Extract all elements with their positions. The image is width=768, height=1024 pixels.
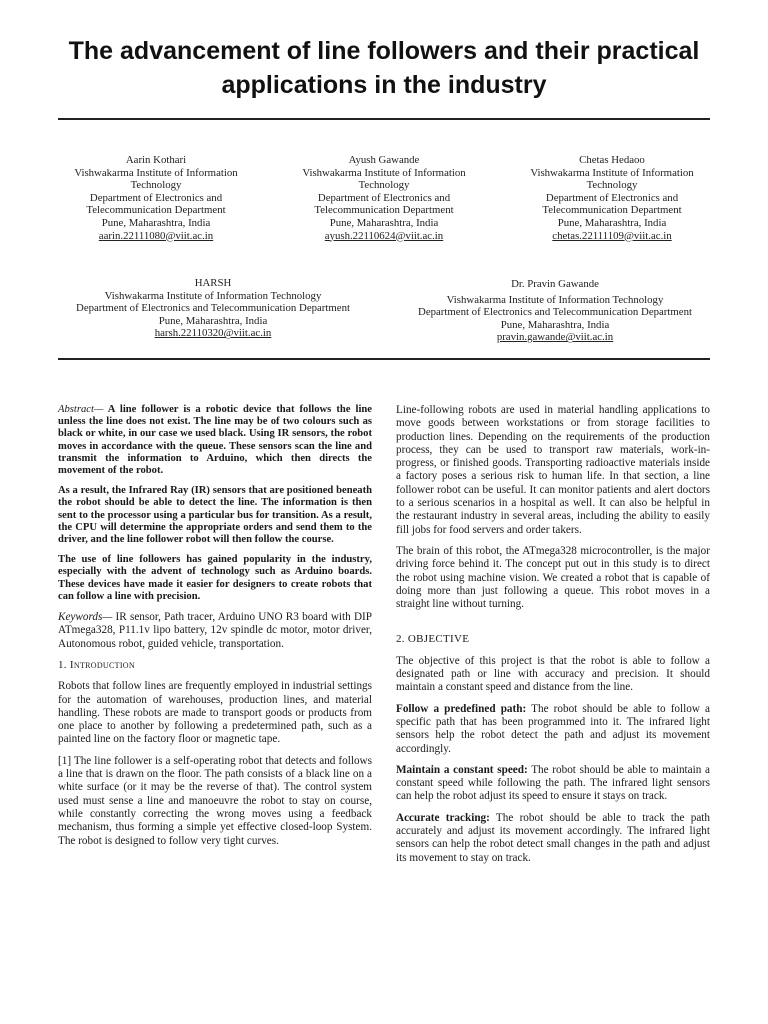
author-name: Ayush Gawande: [348, 154, 420, 166]
abstract-label: Abstract—: [58, 404, 104, 415]
objective-item: [396, 703, 710, 756]
paper-title: The advancement of line followers and their practical applications in the industry: [68, 37, 700, 99]
author-institute: Vishwakarma Institute of Information Technology: [530, 166, 694, 192]
section-heading-objective: 2. OBJECTIVE: [396, 633, 470, 646]
keywords-text: IR sensor, Path tracer, Arduino UNO R3 board with DIP ATmega328, P11.1v lipo battery, 12v spindle dc motor, motor driver, Autonomous robot, guided vehicle, transportation.: [58, 611, 372, 650]
objective-item-text: The robot should be able to track the path accurately and adjust its movement accordingly. The infrared light sensors can help the robot detect small changes in the path and adjust its movement to stay on track.: [396, 811, 711, 864]
author-block: [58, 277, 368, 340]
author-location: Pune, Maharashtra, India: [158, 314, 268, 327]
author-institute: Vishwakarma Institute of Information Technology: [446, 293, 664, 306]
body-paragraph: Line-following robots are used in material handling applications to move goods between workstations or from storage facilities to production lines. Depending on the requirements of the production process, they can be used to transport raw materials, work-in-progress, or finished goods. Transporting radioactive materials inside a factory poses a serious risk to human life. In that section, a line follower robot can be useful. It can monitor patients and alert doctors to a serious scenarios in a hospital as well. It can also be helpful in the restaurant industry in several areas, including the ability to easily fill jobs for food servers and order takers.: [396, 404, 710, 536]
intro-paragraph: [1] The line follower is a self-operating robot that detects and follows a line that is drawn on the floor. The path consists of a black line on a white surface (or it may be the reverse of that). The control system used must sense a line and manoeuvre the robot to stay on course, while constantly correcting the wrong moves using a feedback mechanism, thus forming a simple yet effective closed-loop System. The robot is designed to follow very tight curves.: [58, 754, 372, 847]
objective-item-text: The robot should be able to follow a specific path that has been programmed into it. The infrared light sensors help the robot detect the path and adjust its movement accordingly.: [396, 702, 711, 755]
author-department: Department of Electronics and Telecommunication Department: [418, 306, 692, 319]
author-location: Pune, Maharashtra, India: [557, 216, 667, 229]
keywords-label: Keywords—: [58, 611, 113, 624]
intro-paragraph: Robots that follow lines are frequently employed in industrial settings for the automation of warehouses, production lines, and material handling. These robots are made to transport goods or products from one place to another by following a predetermined path, such as a painted line on the factory floor or magnetic tape.: [58, 680, 372, 746]
author-institute: Vishwakarma Institute of Information Technology: [74, 166, 238, 192]
objective-intro: The objective of this project is that the robot is able to follow a designated path or line with accuracy and precision. It should maintain a constant speed and distance from the line.: [396, 654, 710, 694]
author-department: Department of Electronics and Telecommunication Department: [76, 302, 350, 315]
author-block: [400, 278, 710, 344]
author-institute: Vishwakarma Institute of Information Technology: [302, 166, 466, 192]
objective-item: [396, 764, 710, 804]
author-name: Aarin Kothari: [125, 154, 187, 166]
abstract-paragraph: The use of line followers has gained popularity in the industry, especially with the advent of technology such as Arduino boards. These devices have made it easier for designers to create robots that can follow a line with precision.: [58, 554, 372, 602]
author-email-link[interactable]: ayush.22110624@viit.ac.in: [324, 229, 444, 242]
author-department: Department of Electronics and Telecommunication Department: [542, 191, 682, 217]
objective-item-text: The robot should be able to maintain a constant speed while following the path. The infrared light sensors can help the robot adjust its speed to ensure it stays on track.: [396, 763, 710, 803]
abstract-paragraph: [58, 404, 372, 477]
author-email-link[interactable]: pravin.gawande@viit.ac.in: [496, 331, 614, 344]
objective-item-label: Accurate tracking:: [396, 811, 490, 824]
author-name: Chetas Hedaoo: [579, 154, 645, 166]
right-column: [396, 404, 710, 873]
author-email-link[interactable]: harsh.22110320@viit.ac.in: [154, 327, 272, 340]
author-email-link[interactable]: aarin.22111080@viit.ac.in: [98, 229, 214, 242]
author-institute: Vishwakarma Institute of Information Technology: [104, 289, 322, 302]
author-location: Pune, Maharashtra, India: [101, 216, 211, 229]
author-name: HARSH: [194, 277, 232, 289]
author-email-link[interactable]: chetas.22111109@viit.ac.in: [552, 229, 672, 242]
objective-item-label: Maintain a constant speed:: [396, 763, 528, 776]
author-block: [514, 154, 710, 242]
author-location: Pune, Maharashtra, India: [329, 216, 439, 229]
authors-divider: [58, 358, 710, 360]
keywords-paragraph: [58, 611, 372, 651]
author-block: [286, 154, 482, 242]
left-column: [58, 404, 372, 856]
section-heading-introduction: 1. Introduction: [58, 658, 135, 671]
objective-item-label: Follow a predefined path:: [396, 702, 527, 715]
title-divider: [58, 118, 710, 120]
abstract-text: A line follower is a robotic device that follows the line unless the line does not exist. The line may be of two colours such as black or white, in our case we used black. Using IR sensors, the robot moves in accordance with the queue. These sensors scan the line and transmit the information to Arduino, which then directs the movement of the robot.: [58, 404, 372, 477]
author-department: Department of Electronics and Telecommunication Department: [86, 191, 226, 217]
author-name: Dr. Pravin Gawande: [511, 278, 599, 290]
author-department: Department of Electronics and Telecommunication Department: [314, 191, 454, 217]
body-paragraph: The brain of this robot, the ATmega328 microcontroller, is the major driving force behind it. The concept put out in this study is to direct the robot using machine vision. We created a robot that is capable of doing more than just following a queue. This robot moves in a straight line without turning.: [396, 544, 710, 611]
author-location: Pune, Maharashtra, India: [500, 318, 610, 331]
objective-item: [396, 812, 710, 865]
author-block: [58, 154, 254, 242]
abstract-paragraph: As a result, the Infrared Ray (IR) sensors that are positioned beneath the robot should be able to detect the line. The information is then sent to the processor using a particular bus for transition. As a result, the CPU will determine the appropriate orders and send them to the driver, and the line follower robot will then follow the course.: [58, 485, 372, 546]
